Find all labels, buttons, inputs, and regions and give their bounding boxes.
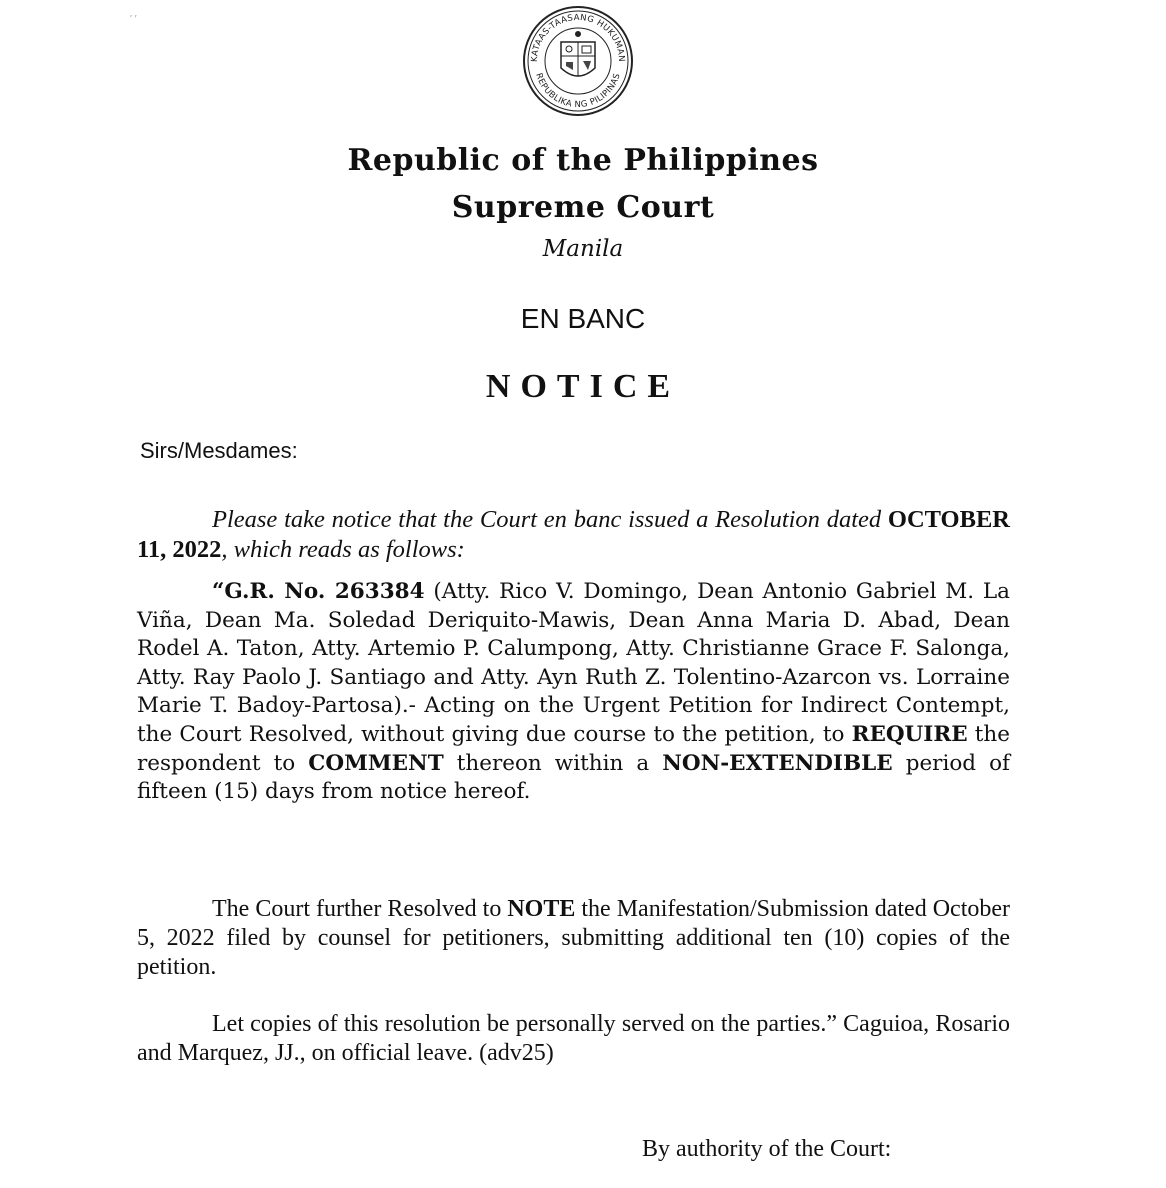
supreme-court-seal-icon [521,4,635,118]
open-quote: “ [212,579,225,604]
authority-line: By authority of the Court: [642,1136,892,1162]
case-parties: (Atty. Rico V. Domingo, Dean Antonio Gabriel M. La Viña, Dean Ma. Soledad Deriquito-Mawis, Dean Anna Maria D. Abad, Dean Rodel A. Taton, Atty. Artemio P. Calumpong, Atty. Christianne Grace F. Salonga, Atty. Ray Paolo J. Santiago and Atty. Ayn Ruth Z. Tolentino-Azarcon vs. Lorraine Marie T. Badoy-Partosa).- Acting on the Urgent Petition for Indirect Contempt, the Court Resolved, without giving due course to the petition, to [137,579,1011,747]
division-label: EN BANC [520,303,646,334]
intro-text-2: , which reads as follows: [221,536,465,563]
court-heading: Supreme Court [451,190,715,225]
resolution-date: OCTOBER 11, 2022 [137,506,1010,563]
note-term: NOTE [507,896,576,922]
resolution-paragraph [137,578,1010,807]
comment-term: COMMENT [308,750,444,776]
scan-specks: ′ ′ [130,14,137,25]
notice-title: NOTICE [485,368,681,405]
further-text-2: the Manifestation/Submission dated October 5, 2022 filed by counsel for petitioners, submitting additional ten (10) copies of the petition. [137,896,1011,980]
further-text-1: The Court further Resolved to [212,896,508,922]
intro-paragraph [137,505,1010,565]
seal-top-text: KATAAS-TAASANG HUKUMAN [529,12,627,63]
resolution-end: period of fifteen (15) days from notice hereof. [137,750,1010,805]
resolution-mid-1: the respondent to [137,721,1010,776]
intro-text-1: Please take notice that the Court en banc issued a Resolution dated [212,506,888,533]
further-paragraph [137,895,1010,982]
salutation: Sirs/Mesdames: [140,438,298,463]
case-number: G.R. No. 263384 [224,579,425,604]
require-term: REQUIRE [851,721,968,747]
resolution-mid-2: thereon within a [443,750,663,776]
republic-heading: Republic of the Philippines [347,143,819,178]
closing-text: Let copies of this resolution be personally served on the parties.” Caguioa, Rosario and Marquez, JJ., on official leave. (adv25) [137,1011,1010,1066]
non-extendible-term: NON-EXTENDIBLE [662,750,893,776]
closing-paragraph [137,1010,1010,1068]
city-heading: Manila [542,236,624,262]
seal-bottom-text: REPUBLIKA NG PILIPINAS [533,72,623,110]
